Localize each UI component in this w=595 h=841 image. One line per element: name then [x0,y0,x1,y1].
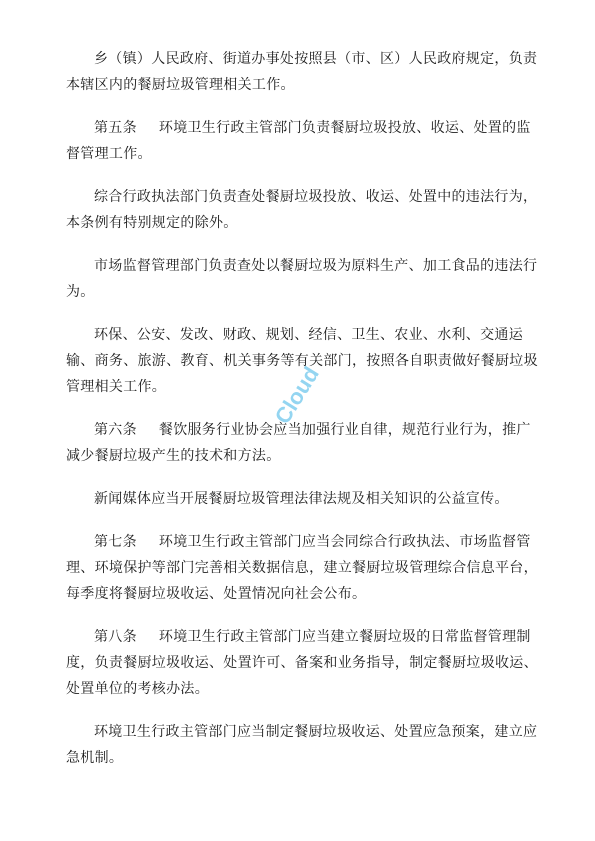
article-text: 环境卫生行政主管部门应当会同综合行政执法、市场监督管 [158,534,531,550]
article-5 [66,115,531,167]
paragraph-enforcement [66,184,538,236]
article-6 [66,417,531,469]
text-line [66,624,531,650]
article-number: 第六条 [94,422,137,438]
paragraph-media [66,486,531,512]
article-number: 第五条 [94,120,137,136]
text-line: 督管理工作。 [66,146,152,162]
text-line: 急机制。 [66,750,124,766]
text-line [66,115,531,141]
paragraph-emergency-plan [66,719,538,771]
article-text: 餐饮服务行业协会应当加强行业自律，规范行业行为，推广 [158,422,531,438]
text-line: 为。 [66,284,95,300]
text-line: 减少餐厨垃圾产生的技术和方法。 [66,448,281,464]
text-line: 乡（镇）人民政府、街道办事处按照县（市、区）人民政府规定，负责 [94,51,538,67]
text-line: 新闻媒体应当开展餐厨垃圾管理法律法规及相关知识的公益宣传。 [94,491,509,507]
text-line [66,417,531,443]
article-text: 环境卫生行政主管部门应当建立餐厨垃圾的日常监督管理制 [158,629,531,645]
text-line: 本条例有特别规定的除外。 [66,215,238,231]
text-line: 理、环境保护等部门完善相关数据信息，建立餐厨垃圾管理综合信息平台， [66,560,538,576]
text-line: 环境卫生行政主管部门应当制定餐厨垃圾收运、处置应急预案，建立应 [94,724,538,740]
paragraph-township-duties [66,46,538,98]
article-number: 第七条 [94,534,137,550]
text-line: 管理相关工作。 [66,379,167,395]
paragraph-related-departments [66,322,538,400]
article-number: 第八条 [94,629,137,645]
article-text: 环境卫生行政主管部门负责餐厨垃圾投放、收运、处置的监 [158,120,531,136]
text-line: 处置单位的考核办法。 [66,681,209,697]
text-line: 本辖区内的餐厨垃圾管理相关工作。 [66,77,295,93]
text-line: 每季度将餐厨垃圾收运、处置情况向社会公布。 [66,586,367,602]
text-line: 市场监督管理部门负责查处以餐厨垃圾为原料生产、加工食品的违法行 [94,258,538,274]
document-body [66,46,538,788]
text-line [66,529,531,555]
text-line: 环保、公安、发改、财政、规划、经信、卫生、农业、水利、交通运 [94,327,523,343]
paragraph-market-supervision [66,253,538,305]
article-8 [66,624,538,702]
text-line: 输、商务、旅游、教育、机关事务等有关部门，按照各自职责做好餐厨垃圾 [66,353,538,369]
watermark-text: Cloud [269,362,324,429]
text-line: 综合行政执法部门负责查处餐厨垃圾投放、收运、处置中的违法行为， [94,189,538,205]
text-line: 度，负责餐厨垃圾收运、处置许可、备案和业务指导，制定餐厨垃圾收运、 [66,655,538,671]
article-7 [66,529,538,607]
